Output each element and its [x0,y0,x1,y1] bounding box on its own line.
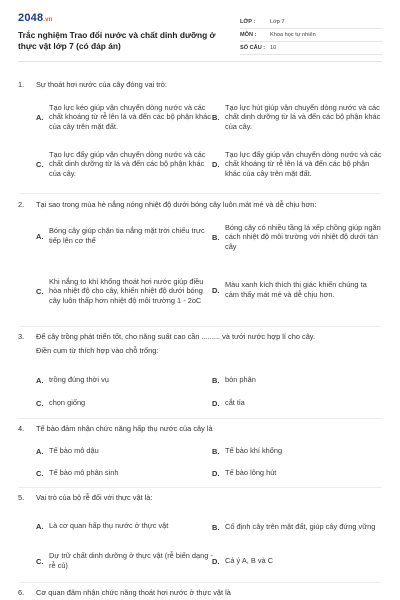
option-letter: C. [36,159,44,169]
option-letter: A. [36,446,44,456]
question-divider [18,487,382,488]
answer-option[interactable] [36,100,214,134]
option-text: Bóng cây giúp chặn tia nắng mặt trời chiếu trực tiếp lên cơ thể [49,226,205,245]
answer-option[interactable] [36,147,214,181]
answer-option[interactable] [212,100,382,134]
question-3 [18,332,382,356]
answer-option[interactable] [212,220,382,254]
info-row-subject [240,29,382,42]
option-text: trồng đúng thời vụ [49,375,109,385]
option-text: Bóng cây có nhiều tầng lá xếp chồng giúp ngăn cách nhiệt độ môi trường với nhiệt độ dưới tán cây [225,222,381,251]
info-value: Khoa học tự nhiên [270,32,316,38]
option-text: bón phân [225,375,256,385]
option-letter: A. [36,521,44,531]
option-letter: B. [212,522,220,532]
option-letter: B. [212,375,220,385]
question-divider [18,326,382,327]
question-number: 6. [18,588,25,597]
info-value: 10 [270,45,277,51]
question-text: Vai trò của bộ rễ đối với thực vật là: [36,493,153,502]
info-label: LỚP : [240,19,256,25]
answer-option[interactable] [212,515,382,539]
answer-option[interactable] [212,374,382,386]
option-letter: C. [36,286,44,296]
option-text: Tế bào khí khổng [225,446,283,456]
answer-option[interactable] [36,266,214,316]
question-divider [18,193,382,194]
option-letter: B. [212,112,220,122]
option-letter: D. [212,285,220,295]
question-number: 4. [18,424,25,433]
option-text: Tạo lực đẩy giúp vận chuyển dòng nước và các chất dinh dưỡng từ lá và đến các bộ phận khác của cây. [49,149,206,178]
option-text: Màu xanh kích thích thị giác khiến chúng ta cảm thấy mát mẻ và dễ chịu hơn. [225,280,367,299]
logo-text: 2048 [18,12,44,24]
option-letter: C. [36,468,44,478]
answer-option[interactable] [36,397,214,409]
option-text: Tạo lực kéo giúp vận chuyển dòng nước và các chất khoáng từ rễ lên lá và đến các bộ phận khác của cây trên mặt đất. [49,102,211,131]
answer-option[interactable] [212,555,382,567]
question-divider [18,582,382,583]
option-letter: C. [36,556,44,566]
quiz-info-table [240,16,382,55]
option-letter: D. [212,159,220,169]
question-5 [18,493,382,503]
option-letter: B. [212,232,220,242]
answer-option[interactable] [36,222,214,250]
option-text: Là cơ quan hấp thụ nước ở thực vật [49,521,169,531]
answer-option[interactable] [36,549,214,573]
question-number: 3. [18,332,25,341]
option-text: Tạo lực hút giúp vận chuyển dòng nước và các chất dinh dưỡng từ lá và đến các bộ phận khác của cây. [225,102,381,131]
logo-tld: .vn [43,17,53,23]
answer-option[interactable] [36,467,214,479]
question-number: 1. [18,80,25,89]
info-row-class [240,16,382,29]
question-text: Tại sao trong mùa hè nắng nóng nhiệt độ dưới bóng cây luôn mát mẻ và dễ chịu hơn: [36,200,317,209]
question-6 [18,588,382,598]
option-text: chọn giống [49,398,86,408]
document-header [18,10,382,62]
answer-option[interactable] [212,147,382,181]
option-text: Tế bào lông hút [225,468,277,478]
site-logo[interactable] [18,12,53,24]
question-text: Cơ quan đảm nhận chức năng thoát hơi nước ở thực vật là [36,588,231,597]
question-divider [18,418,382,419]
option-letter: A. [36,112,44,122]
option-text: Tế bào mô phân sinh [49,468,119,478]
question-subtext: Điền cụm từ thích hợp vào chỗ trống: [36,346,159,355]
option-text: Khi nắng to khí khổng thoát hơi nước giúp điều hòa nhiệt độ cho cây, khiến nhiệt độ dưới bóng cây luôn thấp hơn nhiệt độ môi trường 1 - 2oC [49,276,204,305]
option-text: Tế bào mô dậu [49,446,99,456]
question-text: Tế bào đảm nhận chức năng hấp thụ nước của cây là [36,424,213,433]
info-value: Lớp 7 [270,19,285,25]
info-label: MÔN : [240,32,257,38]
answer-option[interactable] [36,445,214,457]
option-letter: D. [212,468,220,478]
option-letter: D. [212,398,220,408]
option-letter: D. [212,556,220,566]
option-text: Cả ý A, B và C [225,556,274,566]
question-4 [18,424,382,434]
answer-option[interactable] [212,278,382,302]
option-letter: A. [36,375,44,385]
answer-option[interactable] [36,520,214,532]
option-letter: B. [212,446,220,456]
answer-option[interactable] [212,467,382,479]
info-label: SỐ CÂU : [240,45,266,51]
question-number: 2. [18,200,25,209]
option-letter: A. [36,231,44,241]
answer-option[interactable] [212,397,382,409]
page-title: Trắc nghiệm Trao đổi nước và chất dinh dưỡng ở thực vật lớp 7 (có đáp án) [18,30,216,51]
answer-option[interactable] [212,445,382,457]
info-row-count [240,42,382,55]
question-2 [18,200,382,210]
question-number: 5. [18,493,25,502]
question-text: Để cây trồng phát triển tốt, cho năng suất cao cần ......... và tưới nước hợp lí cho cây. [36,332,316,341]
option-text: Dự trữ chất dinh dưỡng ở thực vật (rễ biến dạng - rễ củ) [49,551,213,570]
answer-option[interactable] [36,374,214,386]
option-text: Tạo lực đẩy giúp vận chuyển dòng nước và các chất khoáng từ rễ lên lá và đến các bộ phận khác của cây trên mặt đất. [225,149,382,178]
option-letter: C. [36,398,44,408]
option-text: cắt tỉa [225,398,245,408]
question-text: Sự thoát hơi nước của cây đóng vai trò: [36,80,167,89]
question-1 [18,80,382,90]
option-text: Cố định cây trên mặt đất, giúp cây đứng vững [225,522,376,532]
